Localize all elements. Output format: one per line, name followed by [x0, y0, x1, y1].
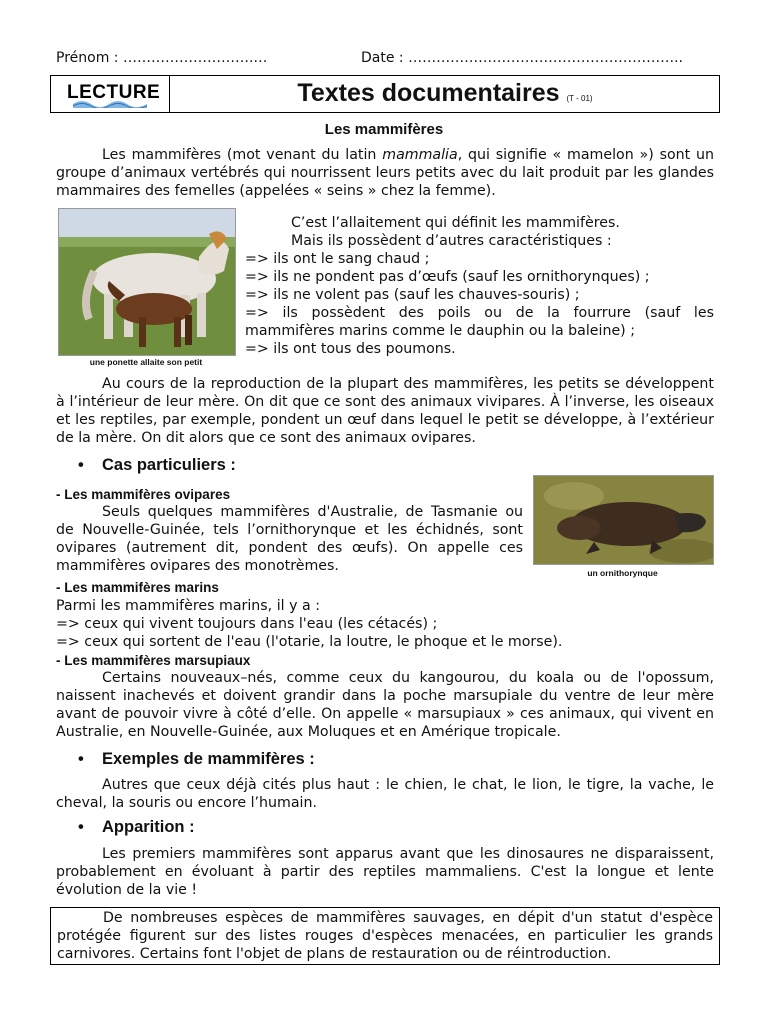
bullet-icon: • [78, 750, 84, 768]
bullet-icon: • [78, 818, 84, 836]
reproduction-paragraph [56, 375, 714, 447]
marins-block [56, 597, 716, 651]
logo-cell [51, 76, 170, 112]
apparition-text: Les premiers mammifères sont apparus avant que les dinosaures ne disparaissent, probablement en évoluant à partir des reptiles mammaliens. C'est la longue et lente évolution de la vie ! [56, 846, 714, 898]
title-code: (T - 01) [566, 94, 593, 103]
platypus-image [534, 476, 713, 564]
marsupiaux-text: Certains nouveaux–nés, comme ceux du kangourou, du koala ou de l'opossum, naissent inachevés et doivent grandir dans la poche marsupiale du ventre de leur mère avant de pouvoir vivre à côté d’elle. On appelle « marsupiaux » ces animaux, qui vivent en Australie, en Nouvelle-Guinée, aux Moluques et en Amérique tropicale. [56, 670, 714, 740]
marins-heading: - Les mammifères marins [56, 580, 219, 595]
section-exemples [78, 750, 315, 769]
marins-line: => ceux qui vivent toujours dans l'eau (les cétacés) ; [56, 616, 438, 632]
intro-after: , qui signifie « mamelon ») sont un groupe d’animaux vertébrés qui nourrissent leurs petits avec du lait produit par les glandes mammaires des femelles (appelées « seins » chez la femme). [56, 147, 714, 199]
prenom-field: Prénom : ……………………….… [56, 50, 268, 66]
lecture-logo [67, 80, 161, 108]
intro-latin: mammalia [382, 147, 458, 163]
characteristic-line: => ils ne pondent pas d’œufs (sauf les ornithorynques) ; [245, 269, 650, 285]
intro-paragraph [56, 146, 714, 200]
header-box [50, 75, 720, 113]
ovipares-paragraph [56, 503, 523, 575]
characteristics-block [245, 214, 714, 358]
date-field: Date : ………………………………………………….. [361, 50, 683, 66]
title-text: Textes documentaires [297, 79, 560, 107]
marins-line: => ceux qui sortent de l'eau (l'otarie, la loutre, le phoque et le morse). [56, 634, 563, 650]
characteristic-line: => ils ne volent pas (sauf les chauves-souris) ; [245, 287, 580, 303]
exemples-text: Autres que ceux déjà cités plus haut : le chien, le chat, le lion, le tigre, la vache, le cheval, la souris ou encore l’humain. [56, 777, 714, 811]
section-title: Exemples de mammifères : [102, 750, 315, 768]
bullet-icon: • [78, 456, 84, 474]
exemples-paragraph [56, 776, 714, 812]
characteristic-line: Mais ils possèdent d’autres caractéristiques : [291, 233, 612, 249]
characteristic-line: => ils ont tous des poumons. [245, 341, 456, 357]
pony-caption: une ponette allaite son petit [89, 357, 203, 367]
logo-text: LECTURE [67, 82, 161, 103]
section-title: Apparition : [102, 818, 195, 836]
platypus-caption: un ornithorynque [587, 568, 658, 578]
document-subtitle: Les mammifères [324, 121, 444, 138]
conservation-text: De nombreuses espèces de mammifères sauvages, en dépit d'un statut d'espèce protégée figurent sur des listes rouges d'espèces menacées, en particulier les grands carnivores. Certains font l'objet de plans de restauration ou de réintroduction. [57, 910, 713, 962]
marins-line: Parmi les mammifères marins, il y a : [56, 598, 320, 614]
ovipares-heading: - Les mammifères ovipares [56, 487, 231, 502]
apparition-paragraph [56, 845, 714, 899]
marsupiaux-heading: - Les mammifères marsupiaux [56, 653, 251, 668]
reproduction-text: Au cours de la reproduction de la plupart des mammifères, les petits se développent à l’intérieur de leur mère. On dit que ce sont des animaux vivipares. À l’inverse, les oiseaux et les reptiles, par exemple, pondent un œuf dans lequel le petit se développe, à l’extérieur de la mère. On dit alors que ce sont des animaux ovipares. [56, 376, 714, 446]
page-title [171, 79, 719, 108]
marsupiaux-paragraph [56, 669, 714, 741]
pony-image [59, 209, 235, 355]
pony-photo [58, 208, 236, 356]
characteristic-line: => ils possèdent des poils ou de la fourrure (sauf les mammifères marins comme le dauphin ou la baleine) ; [245, 305, 714, 339]
characteristic-line: C’est l’allaitement qui définit les mammifères. [291, 215, 620, 231]
ovipares-text: Seuls quelques mammifères d'Australie, de Tasmanie ou de Nouvelle-Guinée, tels l’ornithorynque et les échidnés, sont ovipares (autrement dit, pondent des œufs). On appelle ces mammifères ovipares des monotrèmes. [56, 504, 523, 574]
intro-before: Les mammifères (mot venant du latin [102, 147, 383, 163]
section-cas-particuliers [78, 456, 236, 475]
section-title: Cas particuliers : [102, 456, 236, 474]
platypus-photo [533, 475, 714, 565]
characteristic-line: => ils ont le sang chaud ; [245, 251, 430, 267]
section-apparition [78, 818, 195, 837]
conservation-box [50, 907, 720, 965]
